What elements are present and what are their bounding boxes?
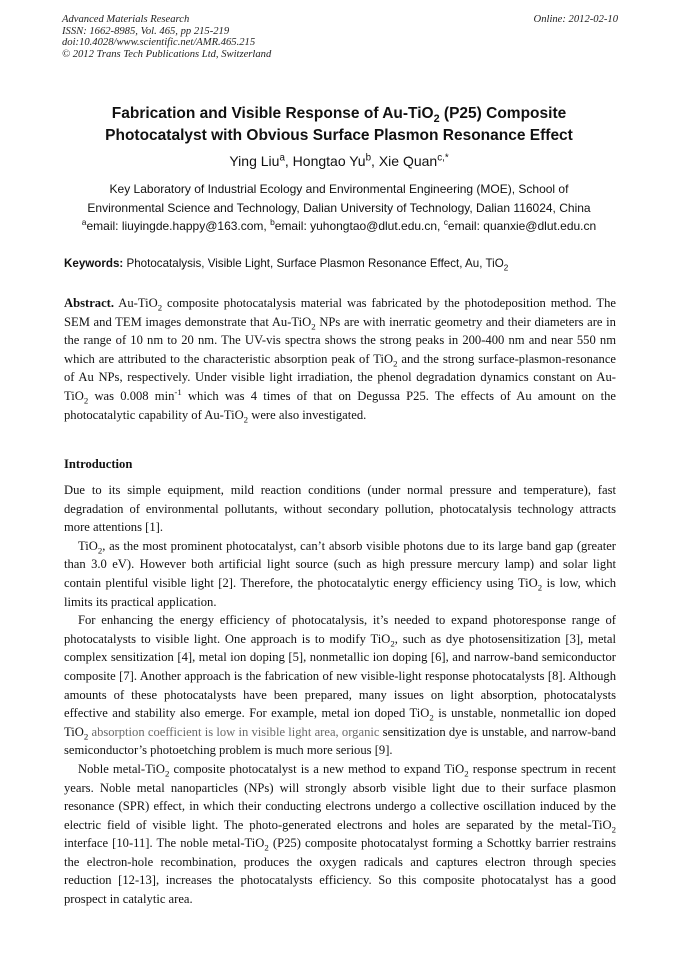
affiliation bbox=[40, 180, 638, 236]
keywords-label: Keywords: bbox=[64, 257, 124, 270]
issn-line: ISSN: 1662-8985, Vol. 465, pp 215-219 bbox=[62, 25, 230, 37]
author-list: Ying Liu$^a$, Hongtao Yu$^b$, Xie Quan$^{c,*}$ bbox=[229, 152, 449, 169]
intro-paragraph-2: TiO$_2$, as the most prominent photocatalyst, can’t absorb visible photons due to its large band gap (greater than 3.0 eV). However both artificial light source (such as high pressure mercury lamp) and solar light contain plentiful visible light [2]. Therefore, the photocatalytic energy efficiency using TiO$_2$ is low, which limits its practical application. bbox=[64, 538, 617, 609]
abstract: Abstract. Au-TiO$_2$ composite photocatalysis material was fabricated by the photodeposition method. The SEM and TEM images demonstrate that Au-TiO$_2$ NPs are with inerratic geometry and their diameters are in the range of 10 nm to 20 nm. The UV-vis spectra shows the strong peaks in 200-400 nm and near 550 nm which are attributed to the characteristic absorption peak of TiO$_2$ and the strong surface-plasmon-resonance of Au NPs, respectively. Under visible light irradiation, the phenol degradation dynamics constant on Au-TiO$_2$ was 0.008 $\min^{-1}$ which was 4 times of that on Degussa P25. The effects of Au amount on the photocatalytic capability of Au-TiO$_2$ were also investigated. bbox=[64, 296, 616, 425]
affiliation-line-1: Key Laboratory of Industrial Ecology and Environmental Engineering (MOE), School of bbox=[109, 182, 569, 196]
copyright-line: © 2012 Trans Tech Publications Ltd, Switzerland bbox=[62, 48, 272, 60]
paper-title bbox=[40, 103, 638, 147]
email-b[interactable]: email: yuhongtao@dlut.edu.cn, bbox=[274, 219, 444, 234]
journal-header bbox=[62, 14, 618, 60]
email-line: $^a$email: liuyingde.happy@163.com, $^b$email: yuhongtao@dlut.edu.cn, $^c$email: quanxie@dlut.edu.cn bbox=[81, 217, 597, 234]
author-3: Xie Quan bbox=[378, 153, 438, 169]
keywords-text: Photocatalysis, Visible Light, Surface Plasmon Resonance Effect, Au, TiO bbox=[123, 257, 504, 270]
doi-line[interactable]: doi:10.4028/www.scientific.net/AMR.465.215 bbox=[62, 37, 256, 49]
title-line-2: Photocatalyst with Obvious Surface Plasmon Resonance Effect bbox=[105, 127, 573, 144]
affiliation-line-2: Environmental Science and Technology, Dalian University of Technology, Dalian 116024, China bbox=[87, 200, 591, 215]
intro-paragraph-3: For enhancing the energy efficiency of photocatalysis, it’s needed to expand photoresponse range of photocatalysts to visible light. One approach is to modify TiO$_2$, such as dye photosensitization [3], metal complex sensitization [4], metal ion doping [5], nonmetallic ion doping [6], and narrow-band semiconductor composite [7]. Another approach is the fabrication of new visible-light response photocatalysts [8]. Although amounts of these photocatalysts have been prepared, many issues on light absorption, photocatalysts effective and stability also emerge. For example, metal ion doped TiO$_2$ is unstable, nonmetallic ion doped TiO$_2$ absorption coefficient is low in visible light area, organic sensitization dye is unstable, and narrow-band semiconductor’s photoetching problem is much more serious [9]. bbox=[64, 613, 617, 758]
email-c[interactable]: email: quanxie@dlut.edu.cn bbox=[447, 219, 597, 234]
online-date: Online: 2012-02-10 bbox=[533, 14, 618, 25]
author-1: Ying Liu bbox=[229, 153, 280, 169]
section-heading-introduction: Introduction bbox=[64, 457, 133, 471]
title-line-1: Fabrication and Visible Response of Au-TiO$_2$ (P25) Composite bbox=[111, 105, 567, 126]
intro-paragraph-1: Due to its simple equipment, mild reaction conditions (under normal pressure and temperature), fast degradation of environmental pollutants, without secondary pollution, photocatalysis technology attracts more attentions [1]. bbox=[64, 483, 616, 535]
email-a[interactable]: email: liuyingde.happy@163.com, bbox=[86, 219, 271, 234]
abstract-label: Abstract. bbox=[64, 296, 115, 310]
intro-paragraph-4: Noble metal-TiO$_2$ composite photocatalyst is a new method to expand TiO$_2$ response spectrum in recent years. Noble metal nanoparticles (NPs) will strongly absorb visible light due to their surface plasmon resonance (SPR) effect, in which their conducting electrons undergo a collective oscillation induced by the electric field of visible light. The photo-generated electrons and holes are separated by the metal-TiO$_2$ interface [10-11]. The noble metal-TiO$_2$ (P25) composite photocatalyst forming a Schottky barrier restrains the electron-hole recombination, produces the oxygen radicals and captures electron through species reduction [12-13], increases the photocatalysts efficiency. So this composite photocatalyst has a good prospect in catalytic area. bbox=[64, 761, 616, 907]
keywords: Keywords: Photocatalysis, Visible Light, Surface Plasmon Resonance Effect, Au, TiO$_2$ bbox=[64, 257, 509, 273]
author-2: Hongtao Yu bbox=[292, 153, 366, 169]
introduction-body bbox=[64, 481, 616, 909]
journal-name: Advanced Materials Research bbox=[62, 14, 190, 25]
